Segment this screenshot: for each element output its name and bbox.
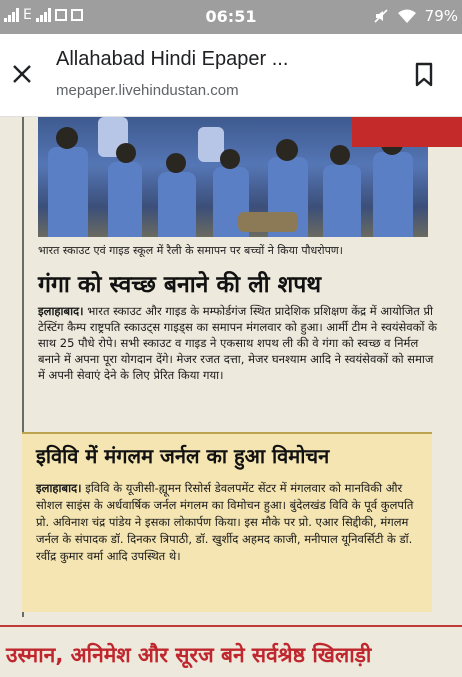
status-bar-right xyxy=(373,7,458,25)
epaper-viewport[interactable] xyxy=(0,117,462,677)
page-title: Allahabad Hindi Epaper ... xyxy=(56,48,289,70)
article-body-text: भारत स्काउट और गाइड के मम्फोर्डगंज स्थित प्रादेशिक प्रशिक्षण केंद्र में आयोजित प्री टेस्टिंग कैम्प राष्ट्रपति स्काउट्स गाइड्स का समापन मंगलवार को हुआ। आर्मी टीम ने स्वयंसेवकों के साथ 25 पौधे रोपे। सभी स्काउट व गाइड ने एकसाथ शपथ ली की वे गंगा को स्वच्छ व निर्मल बनाने में अपना पूरा योगदान देंगे। मेजर रजत दत्ता, मेजर घनश्याम आदि ने स्वयंसेवकों को समाज में अपनी सेवाएं देने के लिए प्रेरित किया गया। xyxy=(38,304,437,382)
battery-label: 79% xyxy=(424,7,458,25)
box-body-text: इविवि के यूजीसी-ह्यूमन रिसोर्स डेवलपमेंट सेंटर में मंगलवार को मानविकी और सोशल साइंस के अर्धवार्षिक जर्नल मंगलम का विमोचन हुआ। बुंदेलखंड विवि के पूर्व कुलपति प्रो. अविनाश चंद्र पांडेय ने इसका लोकार्पण किया। इस मौके पर प्रो. एआर सिद्दीकी, मंगलम जर्नल के संपादक डॉ. दिनकर त्रिपाठी, डॉ. खुर्शीद अहमद काजी, मनीपाल यूनिवर्सिटी के डॉ. रवींद्र कुमार वर्मा आदि उपस्थित थे। xyxy=(36,481,414,563)
photo-caption: भारत स्काउट एवं गाइड स्कूल में रैली के समापन पर बच्चों ने किया पौधरोपण। xyxy=(38,244,343,257)
page-url: mepaper.livehindustan.com xyxy=(56,82,239,99)
network-type-label: E xyxy=(23,7,33,23)
bookmark-icon xyxy=(406,56,442,92)
article-dateline: इलाहाबाद। xyxy=(38,304,84,318)
section-divider xyxy=(0,625,462,627)
news-box xyxy=(22,432,432,612)
browser-toolbar xyxy=(0,34,462,117)
article-body xyxy=(38,303,438,383)
close-icon xyxy=(4,56,40,92)
status-bar-time: 06:51 xyxy=(205,7,257,26)
bottom-headline: उस्मान, अनिमेश और सूरज बने सर्वश्रेष्ठ खिलाड़ी xyxy=(6,643,372,667)
status-bar xyxy=(0,0,462,34)
box-body xyxy=(36,480,428,565)
box-headline: इविवि में मंगलम जर्नल का हुआ विमोचन xyxy=(36,444,330,468)
article-headline: गंगा को स्वच्छ बनाने की ली शपथ xyxy=(38,272,322,298)
box-dateline: इलाहाबाद। xyxy=(36,481,82,495)
bookmark-button[interactable] xyxy=(406,56,442,92)
red-banner xyxy=(352,117,462,147)
close-button[interactable] xyxy=(4,56,40,92)
mute-icon xyxy=(373,8,389,24)
wifi-icon xyxy=(397,8,417,24)
